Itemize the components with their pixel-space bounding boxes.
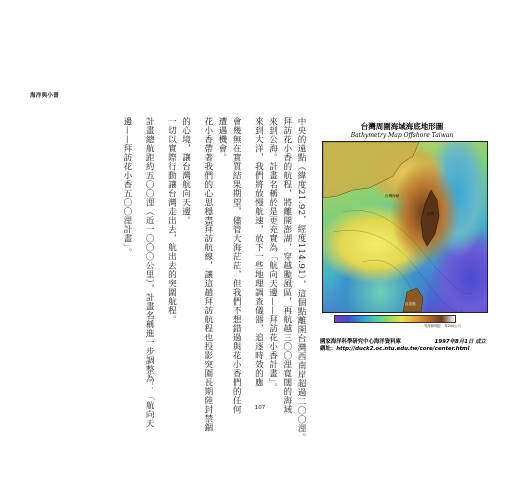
- source-url: http://duck2.oc.ntu.edu.tw/core/center.html: [336, 346, 470, 353]
- page-number: 107: [254, 405, 266, 411]
- depth-colorbar: [334, 315, 456, 323]
- running-head: 海洋與小書: [30, 93, 60, 99]
- source-line: 國家海洋科學研究中心海洋資料庫: [320, 339, 401, 345]
- taiwan-island-shape: [421, 190, 439, 246]
- map-label-taiwan: 台灣: [427, 212, 435, 216]
- map-label-strait: 台灣海峽: [385, 194, 400, 198]
- china-coast-shape: [323, 142, 419, 198]
- text-column: 來到大洋，我們將放慢航速，放下一些地理調查儀器，追逐時效的應: [253, 117, 264, 387]
- figure-subtitle: Bathymetry Map Offshore Taiwan: [350, 132, 454, 139]
- coastline-overlay: [323, 142, 487, 312]
- text-column: 拜訪花小香的航程，將離開澎湖，穿越颱風區，再航越三〇〇浬寬闊的海域: [281, 117, 292, 414]
- text-column: 的心境，讓台灣航向天邊。: [180, 117, 191, 225]
- text-column: 來到公海。計畫名稱於是更充實為「航向天邊——拜訪花小香計畫」。: [267, 117, 278, 392]
- url-label: 網址：: [320, 346, 337, 353]
- colorbar-note: 等深線間距：每200公尺: [424, 324, 461, 328]
- text-column: 邊——拜訪花小香五〇〇浬計畫」。: [121, 117, 132, 257]
- luzon-island-shape: [403, 288, 423, 312]
- map-label-luzon: 呂宋島: [405, 302, 416, 306]
- text-column: 計畫總航距約五〇〇浬（近一〇〇〇公里），計畫名稱進一步調整為：「航向天: [144, 117, 155, 428]
- text-column: 中央的遠點（緯度21.92，經度114.91），這個點離開台灣西南岸超過二〇〇浬。: [296, 117, 306, 442]
- text-column: 花小香帶著我們的心思穩盡拜訪航線，讓這趟拜訪航程也投影突圍長期陸封禁錮: [202, 117, 213, 432]
- figure-title: 台灣周圍海域海底地形圖: [360, 122, 444, 131]
- bathymetry-figure: [312, 117, 492, 360]
- text-column: 一切以實際行動讓台灣走出去，航出去的突圍航程。: [166, 117, 177, 324]
- text-column: 會幾無在實質結果期望，儘管大海茫茫，但我們不想錯過與花小香們的任何: [231, 117, 242, 414]
- figure-source: [320, 339, 486, 354]
- text-column: 遭遇機會。: [216, 117, 227, 162]
- contour-lines: [333, 210, 473, 312]
- bathymetry-map: [322, 141, 488, 313]
- source-date: 1997年8月1日 成立: [434, 339, 486, 345]
